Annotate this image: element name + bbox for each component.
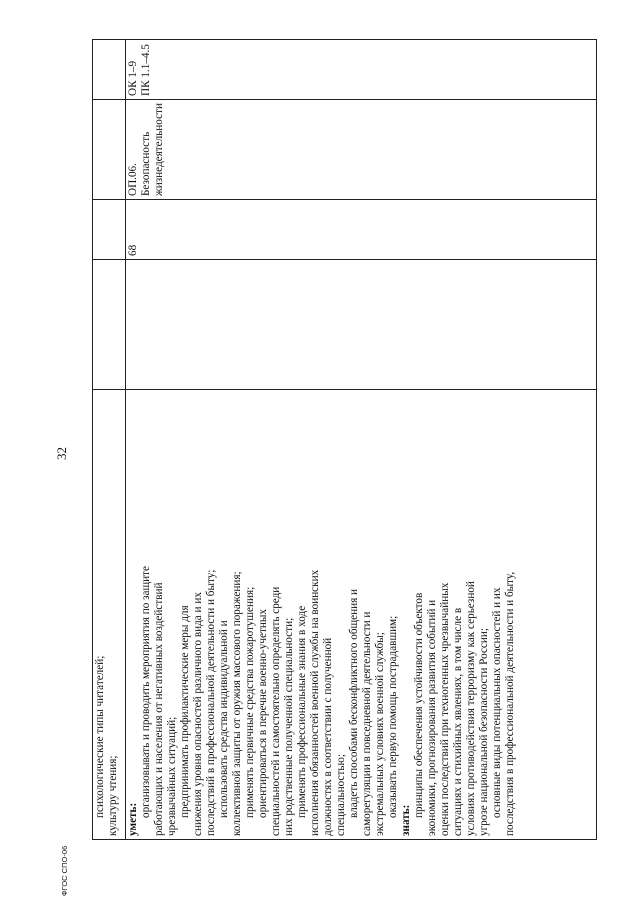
table-row xyxy=(126,40,597,840)
discipline-code: ОП.06. xyxy=(127,163,139,196)
requirement-line: принципы обеспечения устойчивости объектов xyxy=(413,592,425,818)
footer-standard-code xyxy=(60,836,80,896)
requirement-line: использовать средства индивидуальной и xyxy=(218,620,230,818)
competencies-cell xyxy=(126,40,597,100)
requirement-line: организовывать и проводить мероприятия по защите xyxy=(140,566,152,818)
requirement-line: предпринимать профилактические меры для xyxy=(179,605,191,818)
requirement-line: должностях в соответствии с полученной xyxy=(322,637,334,836)
knowledge-heading: знать: xyxy=(400,804,412,836)
empty-cell xyxy=(93,40,126,100)
discipline-cell xyxy=(126,100,597,200)
hours-cell xyxy=(126,200,597,260)
hours-value: 68 xyxy=(127,244,139,256)
table-row xyxy=(93,40,126,840)
requirement-line: владеть способами бесконфликтного общения и xyxy=(348,588,360,818)
requirement-line: саморегуляции в повседневной деятельности и xyxy=(361,611,373,836)
competency-line: ОК 1–9 xyxy=(127,60,139,96)
empty-cell xyxy=(93,260,126,390)
requirement-line: основные виды потенциальных опасностей и их xyxy=(491,587,503,818)
requirement-line: чрезвычайных ситуаций; xyxy=(166,716,178,836)
requirement-line: специальностей и самостоятельно определять среди xyxy=(270,586,282,836)
requirement-line: ориентироваться в перечне военно-учетных xyxy=(257,609,269,818)
requirement-line: условиях противодействия терроризму как серьезной xyxy=(465,581,477,836)
empty-cell xyxy=(126,260,597,390)
requirements-cell-top xyxy=(93,390,126,840)
requirement-line: экстремальных условиях военной службы; xyxy=(374,632,386,836)
requirement-line: культуру чтения; xyxy=(107,755,119,836)
knowledge-list xyxy=(413,393,517,836)
discipline-name-line: Безопасность xyxy=(140,131,152,196)
rotated-page xyxy=(40,40,600,840)
requirement-line: ситуациях и стихийных явлениях, в том числе в xyxy=(452,607,464,836)
requirement-line: угрозе национальной безопасности России; xyxy=(478,627,490,836)
requirement-line: оказывать первую помощь пострадавшим; xyxy=(387,615,399,818)
requirement-line: психологические типы читателей; xyxy=(94,655,106,818)
requirement-line: исполнения обязанностей военной службы на воинских xyxy=(309,569,321,836)
requirement-line: последствий в профессиональной деятельности и быту; xyxy=(205,569,217,836)
empty-cell xyxy=(93,200,126,260)
requirement-line: последствия в профессиональной деятельности и быту, xyxy=(504,571,516,836)
skills-heading: уметь: xyxy=(127,802,139,836)
empty-cell xyxy=(93,100,126,200)
requirement-line: коллективной защиты от оружия массового поражения; xyxy=(231,571,243,836)
curriculum-table xyxy=(92,39,597,840)
requirement-line: экономики, прогнозирования развития событий и xyxy=(426,599,438,836)
requirement-line: оценки последствий при техногенных чрезвычайных xyxy=(439,582,451,836)
requirement-line: специальностью; xyxy=(335,754,347,836)
skills-list xyxy=(140,393,400,836)
page-number: 32 xyxy=(54,447,69,460)
requirement-line: них родственные полученной специальности; xyxy=(283,617,295,836)
requirement-line: снижения уровня опасностей различного вида и их xyxy=(192,592,204,836)
footer-text: ФГОС СПО-06 xyxy=(60,845,69,896)
requirement-line: применять профессиональные знания в ходе xyxy=(296,605,308,818)
requirement-line: применять первичные средства пожаротушения; xyxy=(244,586,256,818)
discipline-name-line: жизнедеятельности xyxy=(153,103,165,196)
requirement-line: работающих и населения от негативных воздействий xyxy=(153,582,165,836)
requirements-cell xyxy=(126,390,597,840)
competency-line: ПК 1.1–4.5 xyxy=(140,44,152,96)
